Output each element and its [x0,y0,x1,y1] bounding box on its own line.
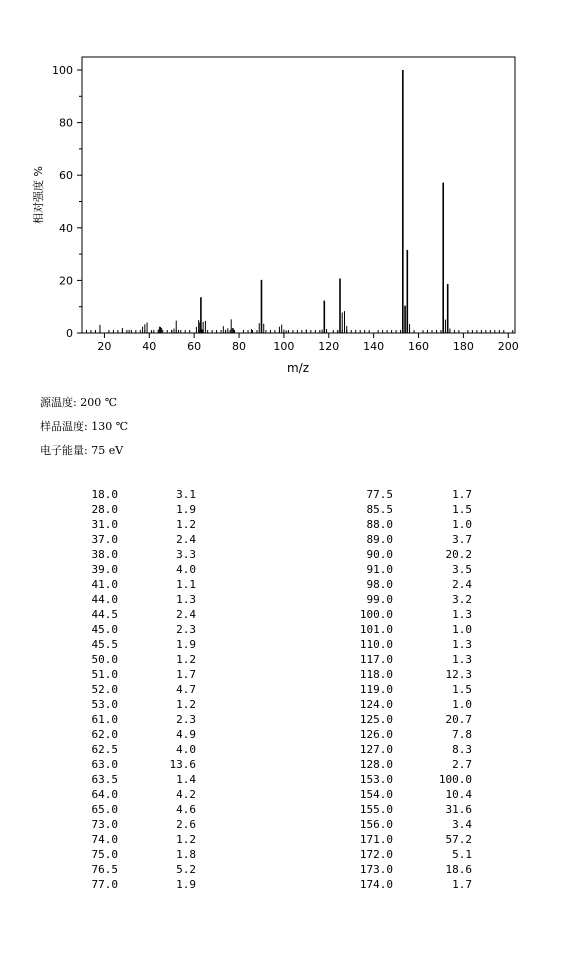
peak-row [340,562,472,577]
peak-row [340,667,472,682]
peak-mz: 18.0 [91,488,118,501]
source-temperature: 源温度: 200 ℃ [40,396,117,409]
peak-abundance: 1.2 [176,653,196,666]
y-tick-label: 0 [66,327,73,340]
peak-row [70,607,196,622]
mass-spectrum-chart [0,0,570,380]
peak-mz: 51.0 [91,668,118,681]
peak-row [340,682,472,697]
peak-abundance: 2.4 [176,533,196,546]
peak-abundance: 57.2 [445,833,472,846]
peak-abundance: 12.3 [445,668,472,681]
peak-row [340,517,472,532]
peak-row [70,877,196,892]
peak-abundance: 2.4 [452,578,472,591]
peak-row [70,562,196,577]
peak-mz: 76.5 [91,863,118,876]
peak-abundance: 1.9 [176,638,196,651]
peak-row [340,652,472,667]
peak-row [70,847,196,862]
peak-abundance: 10.4 [445,788,472,801]
y-tick-label: 40 [59,221,73,235]
x-tick-label: 100 [273,340,295,353]
peak-abundance: 1.2 [176,518,196,531]
peak-mz: 155.0 [359,803,393,816]
y-tick-label: 80 [59,116,73,130]
peak-abundance: 2.3 [176,623,196,636]
peak-abundance: 1.9 [176,503,196,516]
peak-row [340,757,472,772]
peak-mz: 64.0 [91,788,118,801]
peak-mz: 125.0 [359,713,393,726]
peak-abundance: 1.5 [452,683,472,696]
peak-row [70,517,196,532]
peak-mz: 91.0 [366,563,393,576]
x-tick-label: 20 [97,340,112,353]
peak-abundance: 1.7 [176,668,196,681]
peak-row [340,607,472,622]
peak-row [340,772,472,787]
peak-abundance: 4.0 [176,743,196,756]
peak-row [70,547,196,562]
peak-mz: 39.0 [91,563,118,576]
peak-mz: 173.0 [359,863,393,876]
peak-row [340,547,472,562]
peak-abundance: 1.1 [176,578,196,591]
peak-row [70,832,196,847]
peak-abundance: 1.3 [176,593,196,606]
peak-mz: 63.5 [91,773,118,786]
peak-abundance: 2.6 [176,818,196,831]
peak-abundance: 7.8 [452,728,472,741]
peak-mz: 119.0 [359,683,393,696]
peak-row [340,742,472,757]
peak-mz: 89.0 [366,533,393,546]
peak-mz: 90.0 [366,548,393,561]
peak-abundance: 1.7 [452,488,472,501]
peak-row [70,652,196,667]
peak-abundance: 20.2 [445,548,472,561]
peak-abundance: 4.6 [176,803,196,816]
peak-mz: 45.0 [91,623,118,636]
peak-row [70,742,196,757]
plot-frame [82,57,515,333]
peak-row [340,592,472,607]
peak-row [340,622,472,637]
peak-row [340,577,472,592]
peak-row [70,862,196,877]
peak-mz: 127.0 [359,743,393,756]
peak-mz: 62.5 [91,743,118,756]
peak-row [340,862,472,877]
peak-row [340,787,472,802]
peak-row [70,592,196,607]
peak-abundance: 2.4 [176,608,196,621]
peak-mz: 153.0 [359,773,393,786]
peak-mz: 156.0 [359,818,393,831]
peak-mz: 126.0 [359,728,393,741]
peak-abundance: 5.2 [176,863,196,876]
peak-mz: 41.0 [91,578,118,591]
peak-abundance: 31.6 [445,803,472,816]
peak-row [340,832,472,847]
peak-abundance: 3.5 [452,563,472,576]
peak-abundance: 1.5 [452,503,472,516]
peak-row [70,772,196,787]
peak-mz: 85.5 [366,503,393,516]
x-axis [97,333,518,353]
peak-abundance: 4.2 [176,788,196,801]
peak-mz: 172.0 [359,848,393,861]
peak-abundance: 100.0 [438,773,472,786]
peak-row [340,847,472,862]
peak-abundance: 1.2 [176,833,196,846]
peak-row [70,502,196,517]
x-tick-label: 80 [232,340,247,353]
peak-abundance: 2.7 [452,758,472,771]
peak-abundance: 2.3 [176,713,196,726]
x-tick-label: 40 [142,340,157,353]
peak-mz: 98.0 [366,578,393,591]
peak-row [340,502,472,517]
y-tick-label: 60 [59,169,73,183]
peak-row [340,712,472,727]
peak-row [70,727,196,742]
peak-mz: 31.0 [91,518,118,531]
y-axis [52,64,82,340]
peak-mz: 171.0 [359,833,393,846]
peak-mz: 50.0 [91,653,118,666]
peak-mz: 100.0 [359,608,393,621]
peak-mz: 124.0 [359,698,393,711]
peak-mz: 44.5 [91,608,118,621]
peak-abundance: 18.6 [445,863,472,876]
peak-mz: 73.0 [91,818,118,831]
peak-mz: 99.0 [366,593,393,606]
peak-abundance: 3.3 [176,548,196,561]
peak-abundance: 8.3 [452,743,472,756]
peak-abundance: 3.2 [452,593,472,606]
peak-abundance: 1.2 [176,698,196,711]
peak-mz: 37.0 [91,533,118,546]
peak-row [70,757,196,772]
peak-mz: 77.5 [366,488,393,501]
peak-mz: 154.0 [359,788,393,801]
x-tick-label: 160 [408,340,430,353]
peak-table-left [70,487,196,892]
peak-row [340,802,472,817]
peak-row [70,577,196,592]
peak-abundance: 5.1 [452,848,472,861]
peak-row [70,622,196,637]
peak-row [70,682,196,697]
peak-row [340,727,472,742]
peak-abundance: 1.3 [452,608,472,621]
peak-mz: 53.0 [91,698,118,711]
peak-mz: 101.0 [359,623,393,636]
y-tick-label: 100 [52,64,73,77]
peak-mz: 65.0 [91,803,118,816]
peak-abundance: 1.3 [452,653,472,666]
spectrum-bars [100,70,450,333]
electron-energy: 电子能量: 75 eV [40,444,124,457]
peak-abundance: 4.7 [176,683,196,696]
y-tick-label: 20 [59,274,73,288]
peak-abundance: 20.7 [445,713,472,726]
peak-row [340,532,472,547]
peak-mz: 110.0 [359,638,393,651]
peak-table-right [340,487,472,892]
peak-abundance: 1.0 [452,698,472,711]
peak-abundance: 1.9 [176,878,196,891]
peak-row [340,877,472,892]
peak-abundance: 13.6 [169,758,196,771]
peak-row [70,787,196,802]
peak-abundance: 1.4 [176,773,196,786]
peak-mz: 88.0 [366,518,393,531]
peak-mz: 63.0 [91,758,118,771]
peak-row [70,637,196,652]
peak-mz: 77.0 [91,878,118,891]
peak-mz: 128.0 [359,758,393,771]
peak-row [70,532,196,547]
x-tick-label: 120 [318,340,340,353]
y-axis-label: 相对强度 % [32,166,45,224]
x-tick-label: 180 [452,340,474,353]
peak-mz: 52.0 [91,683,118,696]
peak-abundance: 1.0 [452,518,472,531]
peak-row [70,802,196,817]
peak-row [340,487,472,502]
x-tick-label: 60 [187,340,202,353]
peak-abundance: 3.7 [452,533,472,546]
peak-abundance: 1.0 [452,623,472,636]
peak-mz: 44.0 [91,593,118,606]
peak-abundance: 1.7 [452,878,472,891]
x-tick-label: 200 [497,340,519,353]
peak-row [70,667,196,682]
peak-row [340,697,472,712]
peak-abundance: 4.0 [176,563,196,576]
peak-abundance: 3.1 [176,488,196,501]
peak-row [70,697,196,712]
peak-row [70,712,196,727]
peak-mz: 62.0 [91,728,118,741]
peak-abundance: 3.4 [452,818,472,831]
peak-mz: 118.0 [359,668,393,681]
peak-abundance: 4.9 [176,728,196,741]
peak-mz: 117.0 [359,653,393,666]
peak-abundance: 1.8 [176,848,196,861]
peak-row [70,817,196,832]
peak-row [340,817,472,832]
x-axis-label: m/z [286,361,310,375]
sample-temperature: 样品温度: 130 ℃ [40,420,128,433]
peak-row [340,637,472,652]
peak-mz: 28.0 [91,503,118,516]
peak-mz: 45.5 [91,638,118,651]
peak-mz: 75.0 [91,848,118,861]
peak-row [70,487,196,502]
x-tick-label: 140 [363,340,385,353]
peak-mz: 61.0 [91,713,118,726]
peak-mz: 174.0 [359,878,393,891]
peak-mz: 38.0 [91,548,118,561]
peak-abundance: 1.3 [452,638,472,651]
peak-mz: 74.0 [91,833,118,846]
